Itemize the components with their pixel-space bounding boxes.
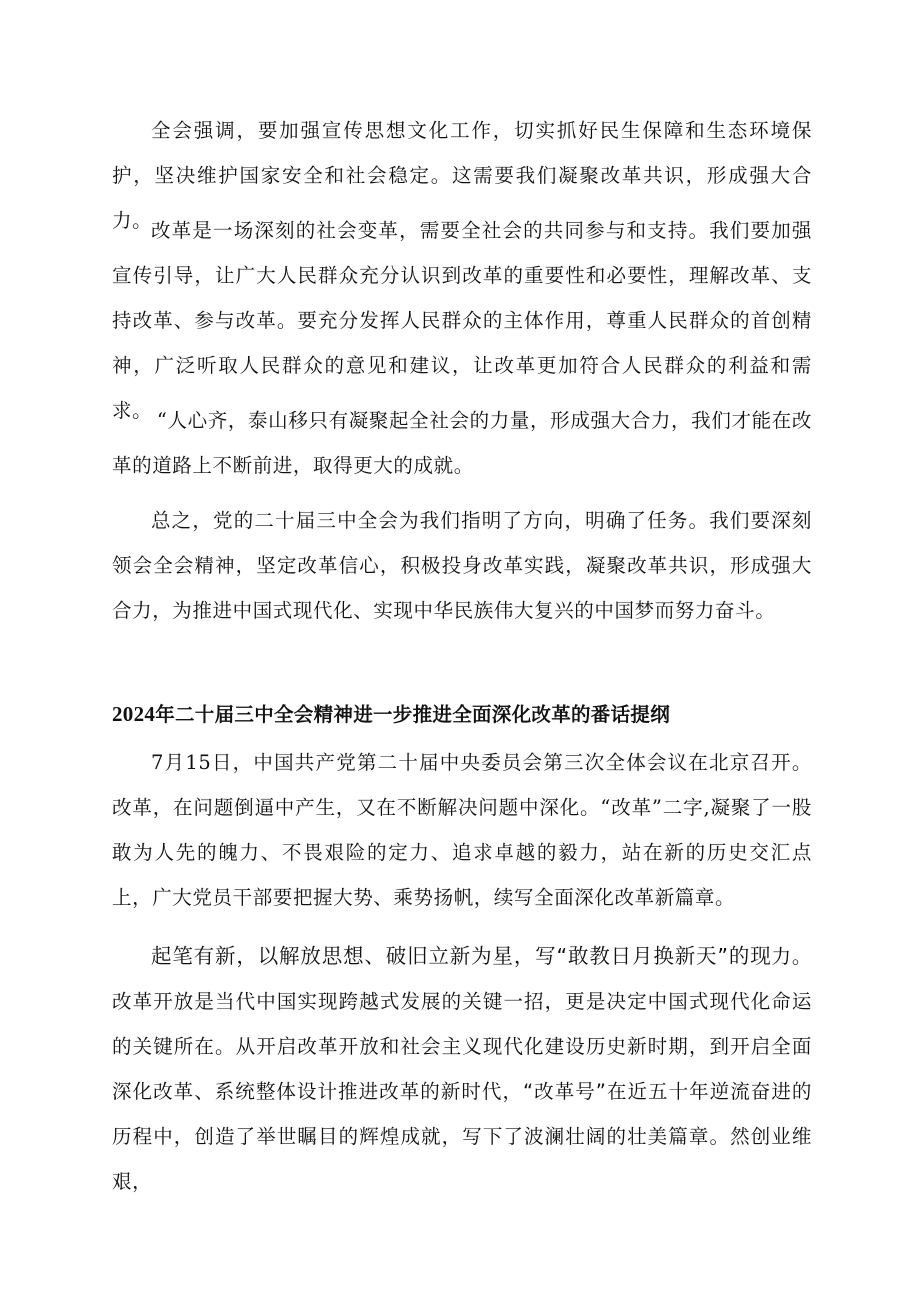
paragraph-plenary-emphasis: 全会强调，要加强宣传思想文化工作，切实抓好民生保障和生态环境保护，坚决维护国家安全和社会稳定。这需要我们凝聚改革共识，形成强大合力。 bbox=[112, 119, 812, 232]
paragraph-reform-history-body: 力。改革开放是当代中国实现跨越式发展的关键一招，更是决定中国式现代化命运的关键所在。从开启改革开放和社会主义现代化建设历史新时期，到开启全面深化改革、系统整体设计推进改革的新时代，“改革号”在近五十年逆流奋进的历程中，创造了举世瞩目的辉煌成就，写下了波澜壮阔的壮美篇章。然创业维艰， bbox=[112, 945, 812, 1193]
section-title-year: 2024 bbox=[112, 702, 156, 726]
section-title bbox=[112, 694, 832, 735]
paragraph-reform-participation: 改革是一场深刻的社会变革，需要全社会的共同参与和支持。我们要加强宣传引导，让广大人民群众充分认识到改革的重要性和必要性，理解改革、支持改革、参与改革。要充分发挥人民群众的主体作用，尊重人民群众的首创精神，广泛听取人民群众的意见和建议，让改革更加符合人民群众的利益和需求。 bbox=[112, 219, 812, 422]
paragraph-unity-quote: “人心齐，泰山移只有凝聚起全社会的力量，形成强大合力，我们才能在改革的道路上不断前进，取得更大的成就。 bbox=[112, 409, 812, 477]
section-title-text: 年二十届三中全会精神进一步推进全面深化改革的番话提纲 bbox=[155, 703, 671, 726]
paragraph-plenary-opening: 7月15日，中国共产党第二十届中央委员会第三次全体会议在北京召开。改革，在问题倒逼中产生，又在不断解决问题中深化。“改革”二字,凝聚了一股敢为人先的魄力、不畏艰险的定力、追求卓越的毅力，站在新的历史交汇点上，广大党员干部要把握大势、乘势扬帆，续写全面深化改革新篇章。 bbox=[112, 751, 812, 909]
paragraph-conclusion: 总之，党的二十届三中全会为我们指明了方向，明确了任务。我们要深刻领会全会精神，坚定改革信心，积极投身改革实践，凝聚改革共识，形成强大合力，为推进中国式现代化、实现中华民族伟大复兴的中国梦而努力奋斗。 bbox=[112, 509, 812, 622]
paragraph-reform-history-lead: 起笔有新，以解放思想、破旧立新为星，写“敢教日月换新天”的现 bbox=[151, 944, 772, 968]
paragraph-reform-history bbox=[112, 934, 812, 1204]
